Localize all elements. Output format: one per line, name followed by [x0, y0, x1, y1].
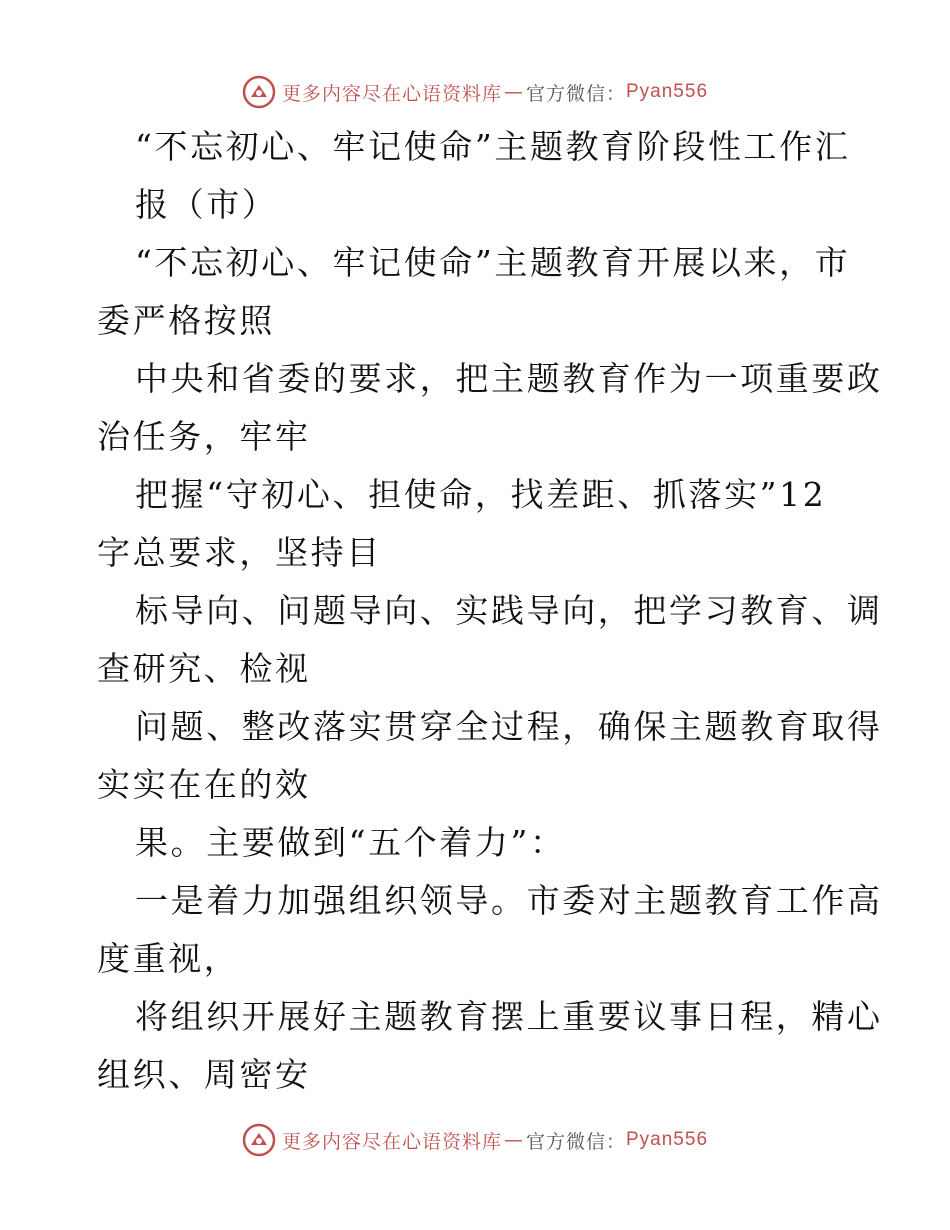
- paragraph-line: 一是着力加强组织领导。市委对主题教育工作高: [135, 881, 883, 920]
- paragraph-line: 标导向、问题导向、实践导向，把学习教育、调: [135, 591, 883, 630]
- paragraph-line: 实实在在的效: [97, 765, 311, 804]
- paragraph-line: 将组织开展好主题教育摆上重要议事日程，精心: [135, 997, 883, 1036]
- title-line-2: 报（市）: [135, 185, 278, 224]
- paragraph-line: “不忘初心、牢记使命”主题教育开展以来，市: [135, 243, 851, 282]
- banner-wechat-id: Pyan556: [626, 1129, 709, 1150]
- paragraph-line: 委严格按照: [97, 301, 275, 340]
- paragraph-line: 中央和省委的要求，把主题教育作为一项重要政: [135, 359, 883, 398]
- paragraph-line: 字总要求，坚持目: [97, 533, 382, 572]
- paragraph-line: 查研究、检视: [97, 649, 311, 688]
- banner-left-text: 更多内容尽在心语资料库: [281, 82, 502, 105]
- paragraph-line: 度重视，: [97, 939, 240, 978]
- banner-wechat-id: Pyan556: [626, 81, 709, 102]
- banner-separator: —: [503, 1129, 524, 1151]
- title-line-1: “不忘初心、牢记使命”主题教育阶段性工作汇: [135, 127, 851, 166]
- paragraph-line: 组织、周密安: [97, 1055, 311, 1094]
- banner-wechat-label: 官方微信：: [525, 82, 626, 105]
- book-logo-icon: [242, 1123, 276, 1157]
- banner-separator: —: [503, 81, 524, 103]
- paragraph-line: 把握“守初心、担使命，找差距、抓落实”12: [135, 475, 827, 514]
- paragraph-line: 果。主要做到“五个着力”：: [135, 823, 566, 862]
- paragraph-line: 治任务，牢牢: [97, 417, 311, 456]
- book-logo-icon: [242, 75, 276, 109]
- paragraph-line: 问题、整改落实贯穿全过程，确保主题教育取得: [135, 707, 883, 746]
- banner-left-text: 更多内容尽在心语资料库: [281, 1130, 502, 1153]
- banner-wechat-label: 官方微信：: [525, 1130, 626, 1153]
- footer-banner: [0, 1120, 950, 1160]
- header-banner: [0, 72, 950, 112]
